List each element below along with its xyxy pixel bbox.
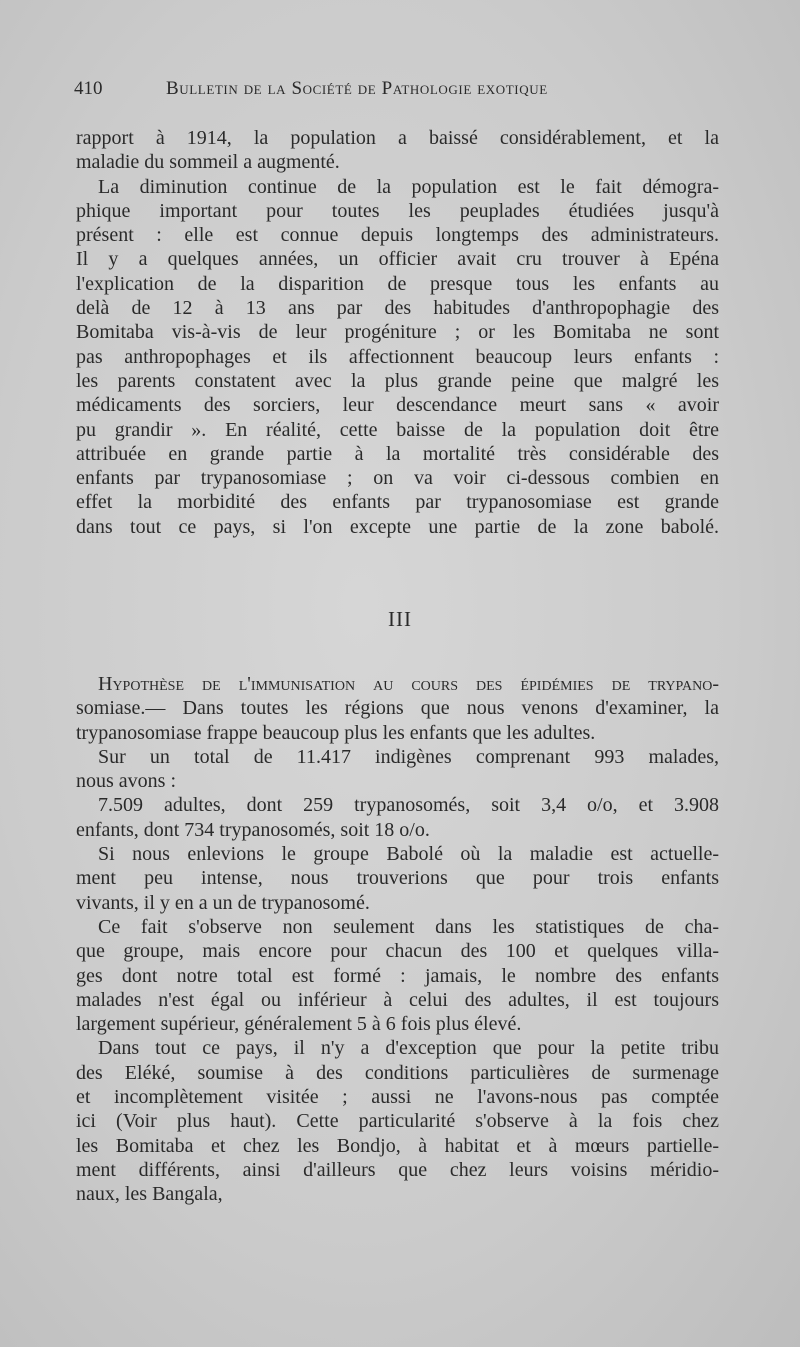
text-line: les parents constatent avec la plus grande peine que malgré les bbox=[76, 369, 719, 392]
text-line: Sur un total de 11.417 indigènes comprenant 993 malades, bbox=[98, 745, 719, 768]
text-line: enfants par trypanosomiase ; on va voir ci-dessous combien en bbox=[76, 467, 719, 490]
text-line: Dans tout ce pays, il n'y a d'exception que pour la petite tribu bbox=[98, 1037, 719, 1060]
text-line: des Eléké, soumise à des conditions particulières de surmenage bbox=[76, 1061, 719, 1084]
text-line: que groupe, mais encore pour chacun des 100 et quelques villa- bbox=[76, 940, 719, 963]
text-line: naux, les Bangala, bbox=[76, 1183, 223, 1206]
text-line: Ce fait s'observe non seulement dans les statistiques de cha- bbox=[98, 915, 719, 938]
text-line: présent : elle est connue depuis longtemps des administrateurs. bbox=[76, 224, 719, 247]
text-line: dans tout ce pays, si l'on excepte une partie de la zone babolé. bbox=[76, 515, 719, 538]
text-line: malades n'est égal ou inférieur à celui des adultes, il est toujours bbox=[76, 988, 719, 1011]
text-line: nous avons : bbox=[76, 770, 176, 793]
text-line: La diminution continue de la population est le fait démogra- bbox=[98, 175, 719, 198]
text-line: pas anthropophages et ils affectionnent beaucoup leurs enfants : bbox=[76, 345, 719, 368]
text-line: somiase.— Dans toutes les régions que nous venons d'examiner, la bbox=[76, 697, 719, 720]
text-line: les Bomitaba et chez les Bondjo, à habitat et à mœurs partielle- bbox=[76, 1134, 719, 1157]
running-title: Bulletin de la Société de Pathologie exotique bbox=[166, 78, 548, 99]
text-line: ici (Voir plus haut). Cette particularité s'observe à la fois chez bbox=[76, 1110, 719, 1133]
body-text-part1 bbox=[76, 126, 719, 539]
page-number: 410 bbox=[74, 78, 103, 99]
text-line: Si nous enlevions le groupe Babolé où la maladie est actuelle- bbox=[98, 843, 719, 866]
text-line: rapport à 1914, la population a baissé considérablement, et la bbox=[76, 127, 719, 149]
text-line: maladie du sommeil a augmenté. bbox=[76, 151, 340, 174]
text-line: largement supérieur, généralement 5 à 6 fois plus élevé. bbox=[76, 1013, 522, 1036]
text-line: phique important pour toutes les peuplades étudiées jusqu'à bbox=[76, 199, 719, 222]
text-line: delà de 12 à 13 ans par des habitudes d'anthropophagie des bbox=[76, 297, 719, 320]
text-line: 7.509 adultes, dont 259 trypanosomés, soit 3,4 o/o, et 3.908 bbox=[98, 794, 719, 817]
text-line: l'explication de la disparition de presque tous les enfants au bbox=[76, 272, 719, 295]
text-line: Il y a quelques années, un officier avait cru trouver à Epéna bbox=[76, 248, 719, 271]
text-line: ment différents, ainsi d'ailleurs que chez leurs voisins méridio- bbox=[76, 1158, 719, 1181]
section-title-line: Hypothèse de l'immunisation au cours des épidémies de trypano- bbox=[98, 673, 719, 695]
text-line: Bomitaba vis-à-vis de leur progéniture ; or les Bomitaba ne sont bbox=[76, 321, 719, 344]
text-line: ges dont notre total est formé : jamais, le nombre des enfants bbox=[76, 964, 719, 987]
text-line: ment peu intense, nous trouverions que pour trois enfants bbox=[76, 867, 719, 890]
text-line: pu grandir ». En réalité, cette baisse de la population doit être bbox=[76, 418, 719, 441]
text-line: attribuée en grande partie à la mortalité très considérable des bbox=[76, 442, 719, 465]
text-line: effet la morbidité des enfants par trypanosomiase est grande bbox=[76, 491, 719, 514]
section-heading: III bbox=[388, 607, 412, 631]
text-line: trypanosomiase frappe beaucoup plus les enfants que les adultes. bbox=[76, 721, 596, 744]
body-text-part2 bbox=[76, 672, 719, 1207]
text-line: enfants, dont 734 trypanosomés, soit 18 o/o. bbox=[76, 818, 430, 841]
text-line: vivants, il y en a un de trypanosomé. bbox=[76, 891, 370, 914]
text-line: médicaments des sorciers, leur descendance meurt sans « avoir bbox=[76, 394, 719, 417]
text-line: et incomplètement visitée ; aussi ne l'avons-nous pas comptée bbox=[76, 1086, 719, 1109]
